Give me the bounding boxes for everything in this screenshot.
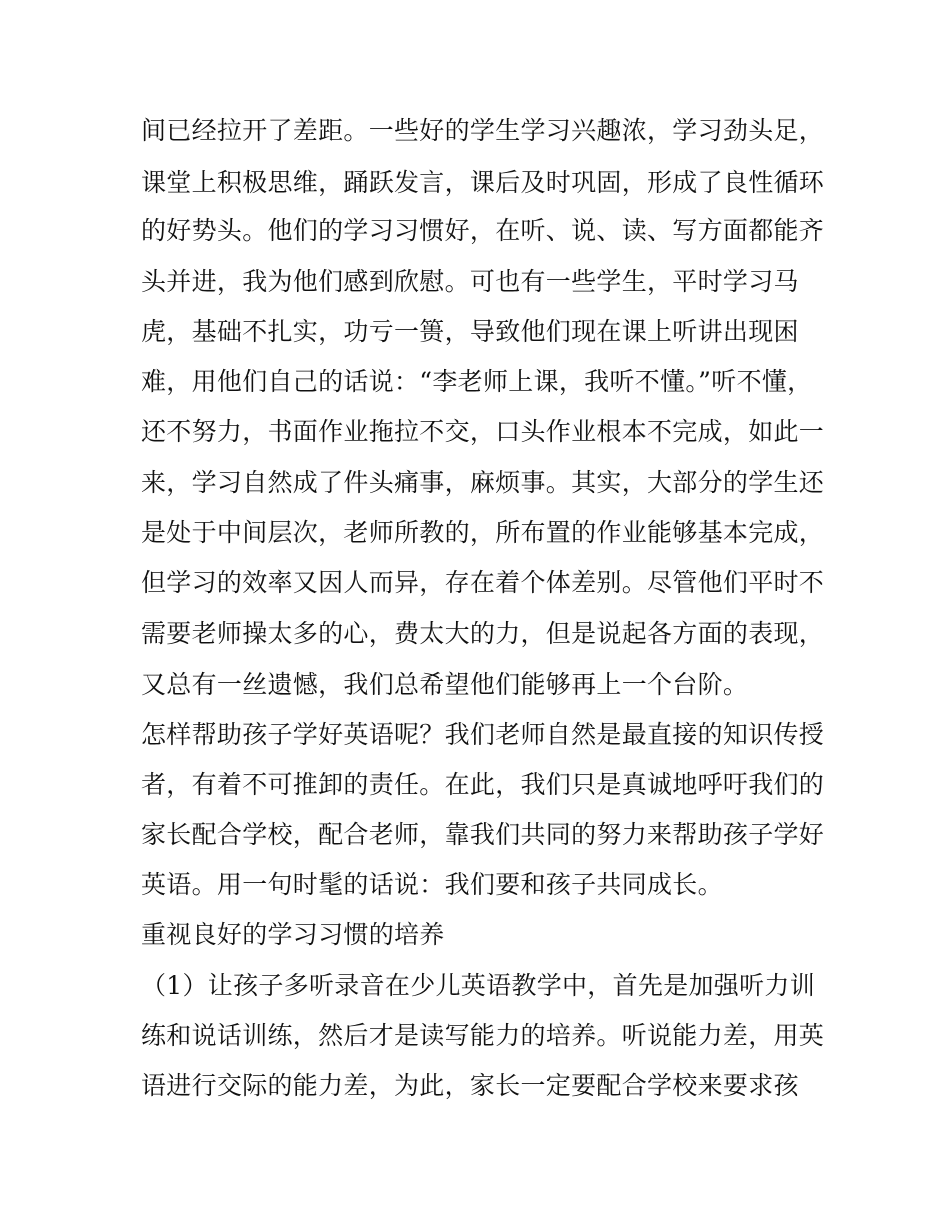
paragraph-1-line-4: 头并进，我为他们感到欣慰。可也有一些学生，平时学习马: [141, 267, 799, 296]
paragraph-1-line-11: 需要老师操太多的心，费太大的力，但是说起各方面的表现，: [141, 619, 825, 648]
paragraph-2-line-3: 家长配合学校，配合老师，靠我们共同的努力来帮助孩子学好: [141, 820, 825, 849]
paragraph-2-line-4: 英语。用一句时髦的话说：我们要和孩子共同成长。: [141, 870, 723, 899]
paragraph-3-line-2: 练和说话训练，然后才是读写能力的培养。听说能力差，用英: [141, 1021, 825, 1050]
paragraph-2-line-1: 怎样帮助孩子学好英语呢？我们老师自然是最直接的知识传授: [141, 720, 825, 749]
paragraph-1-line-9: 是处于中间层次，老师所教的，所布置的作业能够基本完成，: [141, 518, 825, 547]
paragraph-1-line-10: 但学习的效率又因人而异，存在着个体差别。尽管他们平时不: [141, 568, 825, 597]
paragraph-1-line-8: 来，学习自然成了件头痛事，麻烦事。其实，大部分的学生还: [141, 468, 825, 497]
paragraph-2-line-2: 者，有着不可推卸的责任。在此，我们只是真诚地呼吁我们的: [141, 770, 825, 799]
paragraph-1-line-1: 间已经拉开了差距。一些好的学生学习兴趣浓，学习劲头足，: [141, 116, 825, 145]
paragraph-1-line-7: 还不努力，书面作业拖拉不交，口头作业根本不完成，如此一: [141, 417, 825, 446]
paragraph-3-line-1: （1）让孩子多听录音在少儿英语教学中，首先是加强听力训: [141, 971, 816, 1000]
paragraph-1-line-6: 难，用他们自己的话说：“李老师上课，我听不懂。”听不懂，: [141, 367, 813, 396]
section-heading: 重视良好的学习习惯的培养: [141, 920, 445, 949]
paragraph-1-line-2: 课堂上积极思维，踊跃发言，课后及时巩固，形成了良性循环: [141, 168, 825, 197]
paragraph-3-line-3: 语进行交际的能力差，为此，家长一定要配合学校来要求孩: [141, 1071, 799, 1100]
paragraph-1-line-5: 虎，基础不扎实，功亏一篑，导致他们现在课上听讲出现困: [141, 317, 799, 346]
paragraph-1-line-12: 又总有一丝遗憾，我们总希望他们能够再上一个台阶。: [141, 670, 749, 699]
paragraph-1-line-3: 的好势头。他们的学习习惯好，在听、说、读、写方面都能齐: [141, 216, 825, 245]
